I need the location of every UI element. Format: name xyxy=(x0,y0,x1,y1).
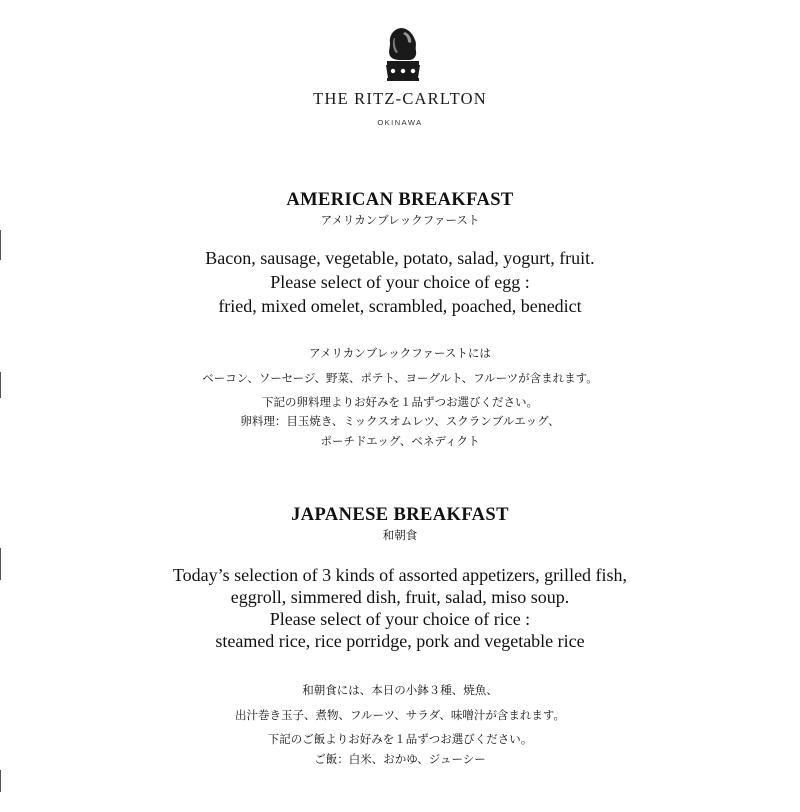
japanese-breakfast-title: JAPANESE BREAKFAST xyxy=(291,505,509,525)
japanese-japanese-line: 和朝食には、本日の小鉢３種、焼魚、 xyxy=(302,683,498,697)
american-japanese-line: 下記の卵料理よりお好みを１品ずつお選びください。 xyxy=(262,395,538,409)
american-japanese-line: 卵料理：目玉焼き、ミックスオムレツ、スクランブルエッグ、 xyxy=(240,414,560,428)
brand-name: THE RITZ-CARLTON xyxy=(313,89,487,108)
american-english-line: Please select of your choice of egg : xyxy=(270,272,530,292)
lion-crown-logo-icon xyxy=(381,26,425,82)
japanese-japanese-line: ご飯：白米、おかゆ、ジューシー xyxy=(314,752,486,766)
japanese-english-line: steamed rice, rice porridge, pork and vegetable rice xyxy=(215,631,585,651)
edge-mark xyxy=(0,770,1,792)
japanese-breakfast-subtitle: 和朝食 xyxy=(382,528,418,542)
american-english-line: Bacon, sausage, vegetable, potato, salad, yogurt, fruit. xyxy=(205,248,595,268)
japanese-english-line: Please select of your choice of rice : xyxy=(269,609,531,629)
american-japanese-line: ベーコン、ソーセージ、野菜、ポテト、ヨーグルト、フルーツが含まれます。 xyxy=(202,371,598,385)
american-english-line: fried, mixed omelet, scrambled, poached, benedict xyxy=(218,296,582,316)
japanese-english-line: Today’s selection of 3 kinds of assorted appetizers, grilled fish, xyxy=(172,565,628,585)
japanese-english-line: eggroll, simmered dish, fruit, salad, miso soup. xyxy=(230,587,570,607)
american-japanese-line: アメリカンブレックファーストには xyxy=(309,346,491,360)
american-breakfast-subtitle: アメリカンブレックファースト xyxy=(320,213,480,227)
american-japanese-line: ポーチドエッグ、ベネディクト xyxy=(320,434,480,448)
japanese-japanese-line: 下記のご飯よりお好みを１品ずつお選びください。 xyxy=(267,732,533,746)
location-label: OKINAWA xyxy=(377,118,423,127)
american-breakfast-title: AMERICAN BREAKFAST xyxy=(286,190,514,210)
japanese-japanese-line: 出汁巻き玉子、煮物、フルーツ、サラダ、味噌汁が含まれます。 xyxy=(234,708,566,722)
